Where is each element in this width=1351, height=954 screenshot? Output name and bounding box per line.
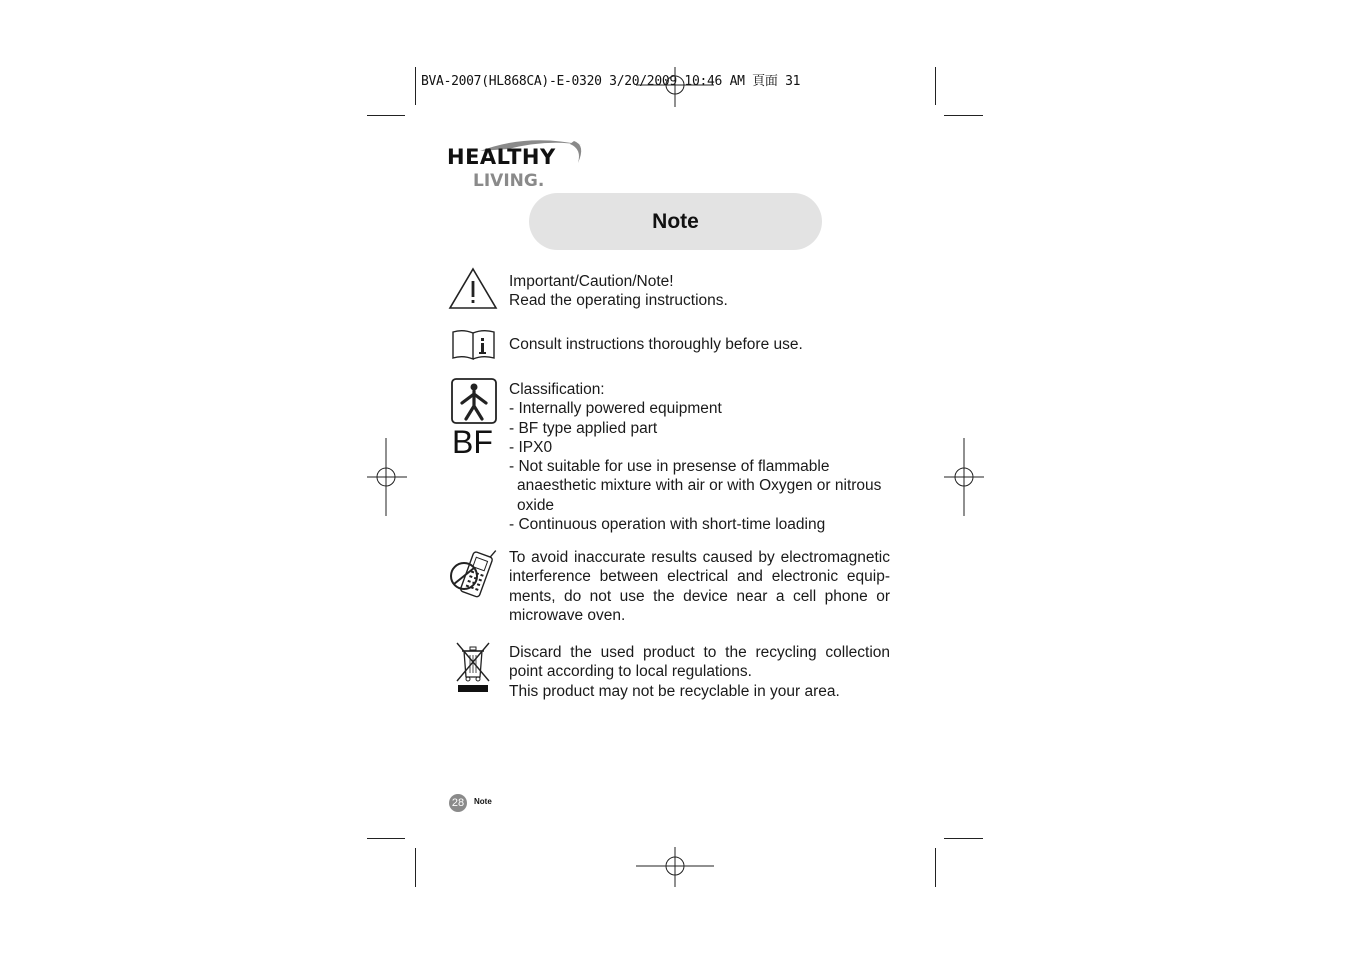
crop-mark <box>415 67 416 105</box>
entry-emi-text <box>509 548 890 625</box>
crop-mark <box>944 115 983 116</box>
entry-line: - Continuous operation with short-time loading <box>509 516 826 534</box>
entry-line: - IPX0 <box>509 438 553 456</box>
entry-line: oxide <box>517 496 555 514</box>
entry-line: Read the operating instructions. <box>509 292 728 310</box>
entry-line: - BF type applied part <box>509 419 658 437</box>
entry-warning-text <box>509 272 890 311</box>
info-book-icon <box>451 329 496 360</box>
crop-mark <box>935 67 936 105</box>
section-title-banner <box>529 193 822 250</box>
weee-crossed-bin-icon <box>454 641 492 694</box>
crop-mark <box>944 838 983 839</box>
entry-paragraph: Discard the used product to the recycling collection point according to local regulations. <box>509 644 890 681</box>
entry-line: Important/Caution/Note! <box>509 273 674 290</box>
logo-wordmark-healthy: HEALTHY <box>447 145 556 169</box>
footer-section-label: Note <box>474 797 492 806</box>
entry-line: - Not suitable for use in presense of flammable <box>509 458 830 476</box>
entry-paragraph: To avoid inaccurate results caused by electromagnetic interference between electrical and electronic equip-ments, do not use the device near a cell phone or microwave oven. <box>509 549 890 624</box>
logo-wordmark-living: LIVING. <box>473 171 545 191</box>
registration-mark-right <box>944 438 984 516</box>
print-slug: BVA-2007(HL868CA)-E-0320 3/20/2009 10:46 AM 頁面 31 <box>421 74 801 89</box>
entry-line: Classification: <box>509 381 605 398</box>
entry-info-text <box>509 335 890 354</box>
crop-mark <box>367 115 405 116</box>
entry-classification-text <box>509 380 890 534</box>
entry-line: Consult instructions thoroughly before use. <box>509 336 803 353</box>
warning-triangle-icon <box>448 267 498 310</box>
crop-mark <box>935 848 936 887</box>
entry-disposal-text <box>509 643 890 701</box>
bf-label: BF <box>452 424 493 460</box>
registration-mark-bottom <box>636 847 714 887</box>
crop-mark <box>367 838 405 839</box>
entry-line: - Internally powered equipment <box>509 400 722 418</box>
section-title: Note <box>652 209 699 233</box>
registration-mark-top <box>636 67 714 107</box>
crop-mark <box>415 848 416 887</box>
registration-mark-left <box>367 438 407 516</box>
entry-line: anaesthetic mixture with air or with Oxygen or nitrous <box>517 477 882 495</box>
page-number-badge: 28 <box>449 794 467 812</box>
no-cell-phone-icon <box>448 550 502 602</box>
entry-paragraph: This product may not be recyclable in your area. <box>509 682 840 700</box>
